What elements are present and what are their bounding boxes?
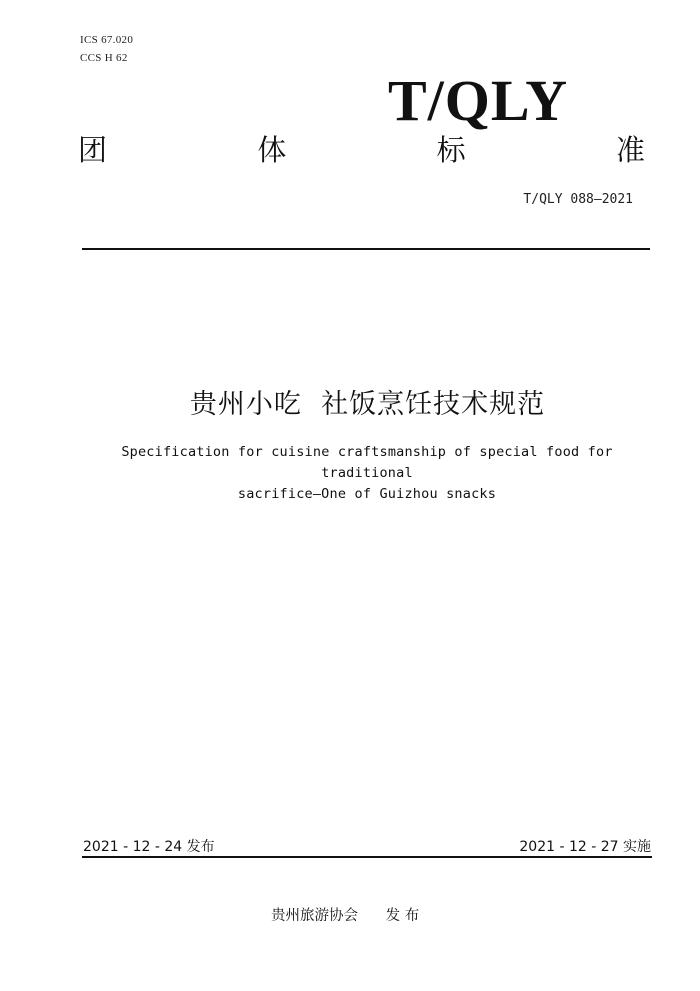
english-title-line: Specification for cuisine craftsmanship of special food for traditional	[121, 444, 613, 481]
ccs-code: CCS H 62	[80, 52, 128, 64]
standard-type-heading	[78, 133, 645, 167]
ics-code: ICS 67.020	[80, 34, 134, 46]
standard-type-char: 标	[436, 133, 466, 167]
standard-type-char: 准	[615, 133, 645, 167]
chinese-title: 贵州小吃 社饭烹饪技术规范	[189, 389, 546, 420]
english-title-line: sacrifice—One of Guizhou snacks	[237, 486, 497, 502]
top-divider	[82, 248, 650, 250]
issuer: 贵州旅游协会 发 布	[271, 908, 420, 924]
english-title	[82, 442, 652, 505]
standard-type-char: 团	[78, 133, 108, 167]
bottom-divider	[82, 856, 652, 858]
effective-date: 2021 - 12 - 27 实施	[519, 839, 651, 855]
standard-type-char: 体	[257, 133, 287, 167]
publish-date: 2021 - 12 - 24 发布	[83, 839, 215, 855]
standard-number: T/QLY 088—2021	[523, 192, 633, 207]
standard-logo: T/QLY	[388, 68, 569, 133]
